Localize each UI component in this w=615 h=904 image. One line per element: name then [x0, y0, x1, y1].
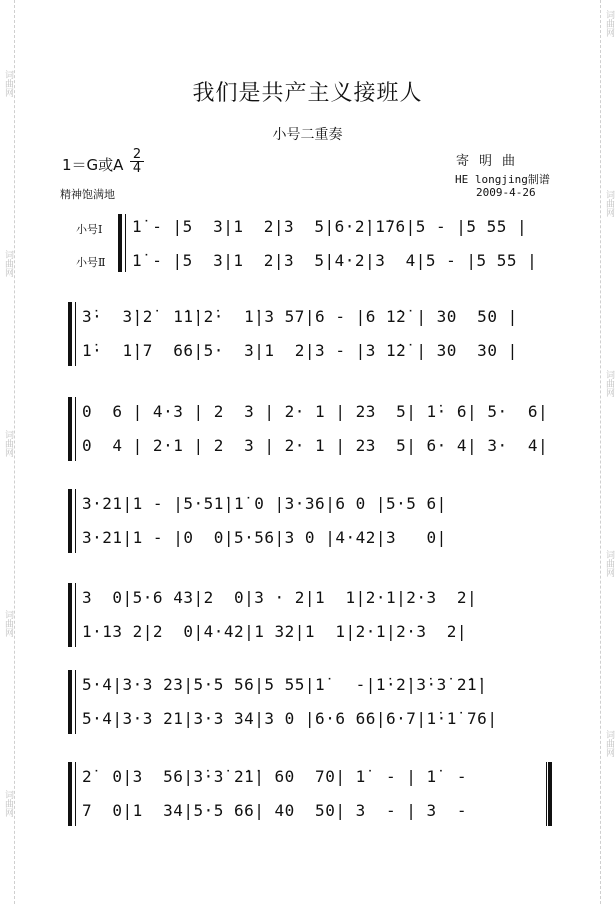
watermark-text: 词曲网 — [3, 790, 13, 817]
system-brace — [118, 214, 126, 272]
notator-credit: HE longjing制谱 — [455, 173, 550, 186]
score-subtitle: 小号二重奏 — [272, 127, 343, 143]
final-barline — [546, 762, 552, 826]
system-brace — [68, 670, 76, 734]
watermark-text: 词曲网 — [3, 250, 13, 277]
trumpet-2-staff: 7 0|1 34|5·5 66| 40 50| 3 - | 3 - — [82, 801, 478, 820]
trumpet-2-staff: 1̇· 1̇|7 66|5· 3|1 2|3 - |3 1̇2̇ | 30 30 | — [82, 341, 518, 360]
part-label-trumpet-1: 小号Ⅰ — [76, 223, 103, 236]
trumpet-1-staff: 1̇ - |5 3|1 2|3 5|6·2̇|1̇76|5 - |5 55 | — [132, 217, 528, 236]
system-brace — [68, 397, 76, 461]
score-system-4 — [68, 489, 552, 553]
trumpet-1-staff: 5·4|3·3 23|5·5 56|5 55|1̇ -|1̇·2̇|3̇·3̇ 2̇1̇| — [82, 675, 488, 694]
score-system-7 — [68, 762, 552, 826]
composer-credit: 寄明曲 — [456, 154, 526, 169]
trumpet-1-staff: 3̇· 3̇|2̇ 1̇1̇|2̇· 1̇|3 57|6 - |6 1̇2̇ | 30 50 | — [82, 307, 518, 326]
trumpet-1-staff: 0 6 | 4·3 | 2 3 | 2· 1 | 23 5| 1̇· 6| 5· 6| — [82, 402, 549, 421]
trumpet-1-staff: 2̇ 0|3 56|3̇·3̇ 2̇1̇| 60 70| 1̇ - | 1̇ - — [82, 767, 478, 786]
trumpet-1-staff: 3·21|1 - |5·51̇|1̇ 0 |3·36|6 0 |5·5 6| — [82, 494, 447, 513]
trumpet-2-staff: 1·13 2|2 0|4·42|1 32|1 1|2·1|2·3 2| — [82, 622, 468, 641]
score-title: 我们是共产主义接班人 — [192, 81, 423, 106]
watermark-text: 词曲网 — [604, 190, 614, 217]
time-signature — [130, 149, 144, 174]
time-signature-top: 2 — [132, 147, 142, 162]
trumpet-2-staff: 1̇ - |5 3|1 2|3 5|4·2|3 4|5 - |5 55 | — [132, 251, 538, 270]
watermark-text: 词曲网 — [604, 10, 614, 37]
trumpet-2-staff: 3·21|1 - |0 0|5·56|3 0 |4·42|3 0| — [82, 528, 447, 547]
watermark-text: 词曲网 — [3, 610, 13, 637]
time-signature-bottom: 4 — [132, 161, 142, 176]
watermark-text: 词曲网 — [3, 430, 13, 457]
part-label-trumpet-2: 小号Ⅱ — [76, 256, 106, 269]
system-brace — [68, 762, 76, 826]
tempo-marking: 精神饱满地 — [60, 188, 115, 201]
trumpet-2-staff: 0 4 | 2·1 | 2 3 | 2· 1 | 23 5| 6· 4| 3· 4| — [82, 436, 549, 455]
score-system-3 — [68, 397, 552, 461]
system-brace — [68, 583, 76, 647]
watermark-text: 词曲网 — [604, 370, 614, 397]
score-system-6 — [68, 670, 552, 734]
system-brace — [68, 302, 76, 366]
score-system-5 — [68, 583, 552, 647]
score-date: 2009-4-26 — [476, 186, 536, 199]
score-system-1 — [118, 214, 552, 272]
watermark-text: 词曲网 — [604, 730, 614, 757]
trumpet-1-staff: 3 0|5·6 43|2 0|3 · 2|1 1|2·1|2·3 2| — [82, 588, 478, 607]
watermark-text: 词曲网 — [604, 550, 614, 577]
score-system-2 — [68, 302, 552, 366]
watermark-text: 词曲网 — [3, 70, 13, 97]
system-brace — [68, 489, 76, 553]
trumpet-2-staff: 5·4|3·3 21|3·3 34|3 0 |6·6 66|6·7|1̇·1̇ 76| — [82, 709, 498, 728]
key-signature: 1＝G或A — [62, 156, 124, 174]
